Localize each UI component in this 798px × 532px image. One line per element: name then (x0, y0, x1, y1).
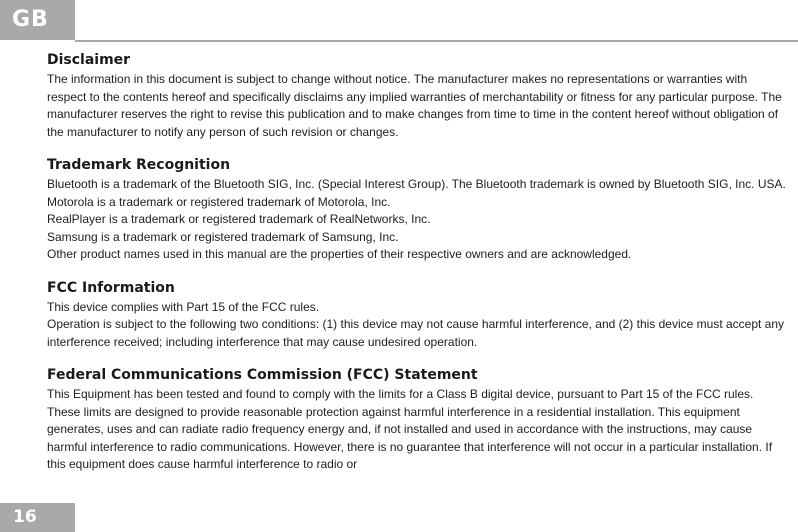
paragraph: Samsung is a trademark or registered trademark of Samsung, Inc. (47, 229, 399, 244)
paragraph: This Equipment has been tested and found to comply with the limits for a Class B digital device, pursuant to Part 15 of the FCC rules. These limits are designed to provide reasonable protection against harmful interference in a residential installation. This equipment generates, uses and can radiate radio frequency energy and, if not installed and used in accordance with the instructions, may cause harmful interference to radio communications. However, there is no guarantee that interference will not occur in a particular installation. If this equipment does cause harmful interference to radio or (47, 387, 773, 471)
paragraph: Motorola is a trademark or registered trademark of Motorola, Inc. (47, 194, 391, 209)
paragraph: Other product names used in this manual are the properties of their respective owners and are acknowledged. (47, 247, 632, 261)
section-title: FCC Information (47, 279, 175, 296)
section-trademark-recognition (47, 156, 787, 264)
paragraph: Operation is subject to the following two conditions: (1) this device may not cause harmful interference, and (2) this device must accept any interference received; including interference that may cause undesired operation. (47, 317, 785, 349)
document-body (47, 51, 787, 489)
language-tab: GB (0, 0, 75, 40)
paragraph: RealPlayer is a trademark or registered trademark of RealNetworks, Inc. (47, 212, 431, 226)
section-title: Disclaimer (47, 52, 131, 68)
page-number: 16 (0, 503, 75, 532)
section-title: Trademark Recognition (47, 157, 231, 173)
paragraph: Bluetooth is a trademark of the Bluetooth SIG, Inc. (Special Interest Group). The Bluetooth trademark is owned by Bluetooth SIG, Inc. USA. (47, 177, 786, 191)
paragraph: The information in this document is subject to change without notice. The manufacturer makes no representations or warranties with respect to the contents hereof and specifically disclaims any implied warranties of merchantability or fitness for any particular purpose. The manufacturer reserves the right to revise this publication and to make changes from time to time in the content hereof without obligation of the manufacturer to notify any person of such revision or changes. (47, 72, 782, 139)
paragraph: This device complies with Part 15 of the FCC rules. (47, 299, 320, 314)
section-disclaimer (47, 51, 787, 141)
section-title: Federal Communications Commission (FCC) Statement (47, 367, 478, 383)
section-fcc-information (47, 279, 787, 352)
section-fcc-statement (47, 366, 787, 474)
header-divider (75, 40, 798, 42)
